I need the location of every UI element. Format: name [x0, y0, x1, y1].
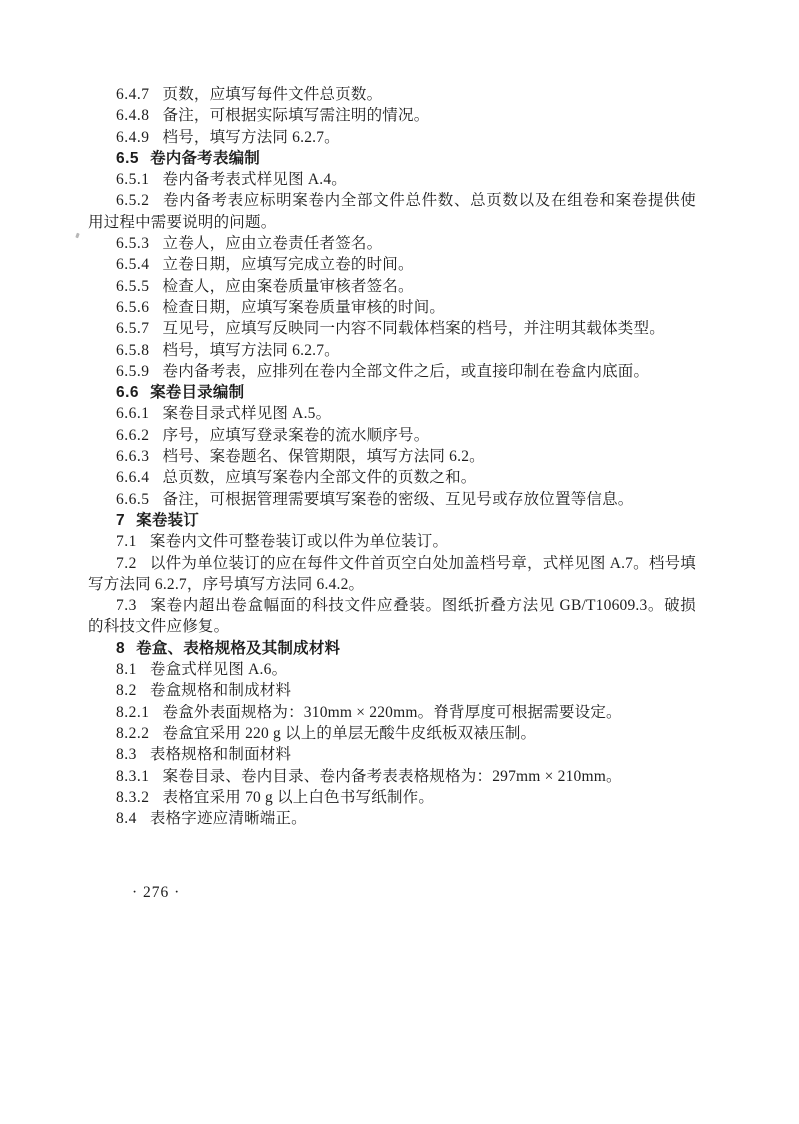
- clause-number: 8.2: [116, 682, 137, 700]
- clause-line: [88, 127, 696, 148]
- clause-number: 6.5.6: [116, 298, 150, 316]
- clause-line: [88, 659, 696, 680]
- clause-text: 表格字迹应清晰端正。: [149, 810, 307, 828]
- clause-text: 案卷目录式样见图 A.5。: [162, 405, 332, 423]
- clause-text: 备注，可根据实际填写需注明的情况。: [162, 107, 430, 125]
- clause-line: [88, 403, 696, 424]
- clause-line: [88, 254, 696, 275]
- clause-number: 8.3: [116, 746, 137, 764]
- clause-text: 案卷内超出卷盒幅面的科技文件应叠装。图纸折叠方法见 GB/T10609.3。破损的科技文件应修复。: [88, 597, 696, 636]
- scan-artifact: [75, 233, 80, 239]
- clause-line: [88, 361, 696, 382]
- clause-text: 卷内备考表式样见图 A.4。: [162, 171, 347, 189]
- clause-line: [88, 723, 696, 744]
- clause-text: 检查人，应由案卷质量审核者签名。: [162, 277, 414, 295]
- clause-number: 8.1: [116, 661, 137, 679]
- clause-line: [88, 531, 696, 552]
- page-number: · 276 ·: [132, 884, 181, 901]
- clause-text: 档号，填写方法同 6.2.7。: [162, 128, 340, 146]
- clause-number: 6.5.3: [116, 235, 150, 253]
- clause-number: 6.6: [116, 384, 140, 402]
- clause-number: 6.5: [116, 149, 140, 167]
- section-heading: [88, 638, 696, 659]
- clause-text: 互见号，应填写反映同一内容不同载体档案的档号，并注明其载体类型。: [162, 320, 665, 338]
- clause-text: 卷盒外表面规格为：310mm × 220mm。脊背厚度可根据需要设定。: [162, 703, 622, 721]
- clause-text: 卷内备考表编制: [150, 149, 260, 167]
- clause-line: [88, 340, 696, 361]
- clause-line: [88, 297, 696, 318]
- clause-line: [88, 680, 696, 701]
- clause-line: [88, 318, 696, 339]
- clause-line: [88, 766, 696, 787]
- clause-text: 档号，填写方法同 6.2.7。: [162, 341, 340, 359]
- clause-text: 总页数，应填写案卷内全部文件的页数之和。: [162, 469, 477, 487]
- clause-line: [88, 787, 696, 808]
- clause-number: 8.2.2: [116, 724, 150, 742]
- clause-line: [88, 808, 696, 829]
- clause-text: 档号、案卷题名、保管期限，填写方法同 6.2。: [162, 448, 485, 466]
- clause-text: 检查日期，应填写案卷质量审核的时间。: [162, 298, 446, 316]
- clause-number: 6.5.2: [116, 192, 150, 210]
- clause-number: 7.3: [116, 597, 137, 615]
- clause-number: 6.4.8: [116, 107, 150, 125]
- clause-number: 6.4.9: [116, 128, 150, 146]
- clause-number: 6.5.9: [116, 362, 150, 380]
- clause-text: 案卷装订: [136, 511, 199, 529]
- clause-line: [88, 190, 696, 233]
- clause-line: [88, 276, 696, 297]
- clause-number: 8.3.2: [116, 788, 150, 806]
- clause-number: 8.3.1: [116, 767, 150, 785]
- clause-text: 卷盒、表格规格及其制成材料: [136, 639, 341, 657]
- clause-number: 6.5.4: [116, 256, 150, 274]
- clause-text: 立卷人，应由立卷责任者签名。: [162, 235, 383, 253]
- clause-text: 序号，应填写登录案卷的流水顺序号。: [162, 426, 430, 444]
- clause-number: 6.6.5: [116, 490, 150, 508]
- clause-number: 7.1: [116, 533, 137, 551]
- clause-number: 8: [116, 639, 126, 657]
- clause-line: [88, 169, 696, 190]
- clause-line: [88, 446, 696, 467]
- clause-line: [88, 702, 696, 723]
- clause-line: [88, 105, 696, 126]
- clause-number: 6.6.3: [116, 448, 150, 466]
- section-heading: [88, 382, 696, 403]
- clause-number: 6.5.1: [116, 171, 150, 189]
- clause-line: [88, 553, 696, 596]
- clause-line: [88, 489, 696, 510]
- section-heading: [88, 148, 696, 169]
- section-heading: [88, 510, 696, 531]
- clause-text: 卷盒规格和制成材料: [149, 682, 292, 700]
- clause-text: 案卷目录、卷内目录、卷内备考表表格规格为：297mm × 210mm。: [162, 767, 622, 785]
- clause-text: 表格宜采用 70 g 以上白色书写纸制作。: [162, 788, 435, 806]
- clause-line: [88, 595, 696, 638]
- clause-line: [88, 744, 696, 765]
- clause-number: 6.5.8: [116, 341, 150, 359]
- clause-line: [88, 467, 696, 488]
- clause-number: 6.5.5: [116, 277, 150, 295]
- clause-line: [88, 233, 696, 254]
- clause-text: 备注，可根据管理需要填写案卷的密级、互见号或存放位置等信息。: [162, 490, 634, 508]
- clause-text: 以件为单位装订的应在每件文件首页空白处加盖档号章，式样见图 A.7。档号填写方法同 6.2.7，序号填写方法同 6.4.2。: [88, 554, 696, 593]
- clause-line: [88, 425, 696, 446]
- clause-number: 6.4.7: [116, 86, 150, 103]
- clause-number: 6.6.2: [116, 426, 150, 444]
- clause-text: 卷盒式样见图 A.6。: [149, 661, 288, 679]
- clause-text: 卷盒宜采用 220 g 以上的单层无酸牛皮纸板双裱压制。: [162, 724, 537, 742]
- clause-text: 案卷内文件可整卷装订或以件为单位装订。: [149, 533, 449, 551]
- clause-number: 7.2: [116, 554, 137, 572]
- clause-text: 案卷目录编制: [150, 384, 245, 402]
- clause-number: 7: [116, 511, 126, 529]
- clause-number: 8.4: [116, 810, 137, 828]
- clause-number: 6.6.4: [116, 469, 150, 487]
- clause-text: 卷内备考表应标明案卷内全部文件总件数、总页数以及在组卷和案卷提供使用过程中需要说明的问题。: [88, 192, 696, 231]
- clause-number: 8.2.1: [116, 703, 150, 721]
- clause-text: 页数，应填写每件文件总页数。: [162, 86, 383, 103]
- clause-text: 立卷日期，应填写完成立卷的时间。: [162, 256, 414, 274]
- clause-number: 6.6.1: [116, 405, 150, 423]
- clause-text: 卷内备考表，应排列在卷内全部文件之后，或直接印制在卷盒内底面。: [162, 362, 650, 380]
- clause-text: 表格规格和制面材料: [149, 746, 292, 764]
- clause-number: 6.5.7: [116, 320, 150, 338]
- clause-line: [88, 84, 696, 105]
- document-body: [88, 84, 696, 829]
